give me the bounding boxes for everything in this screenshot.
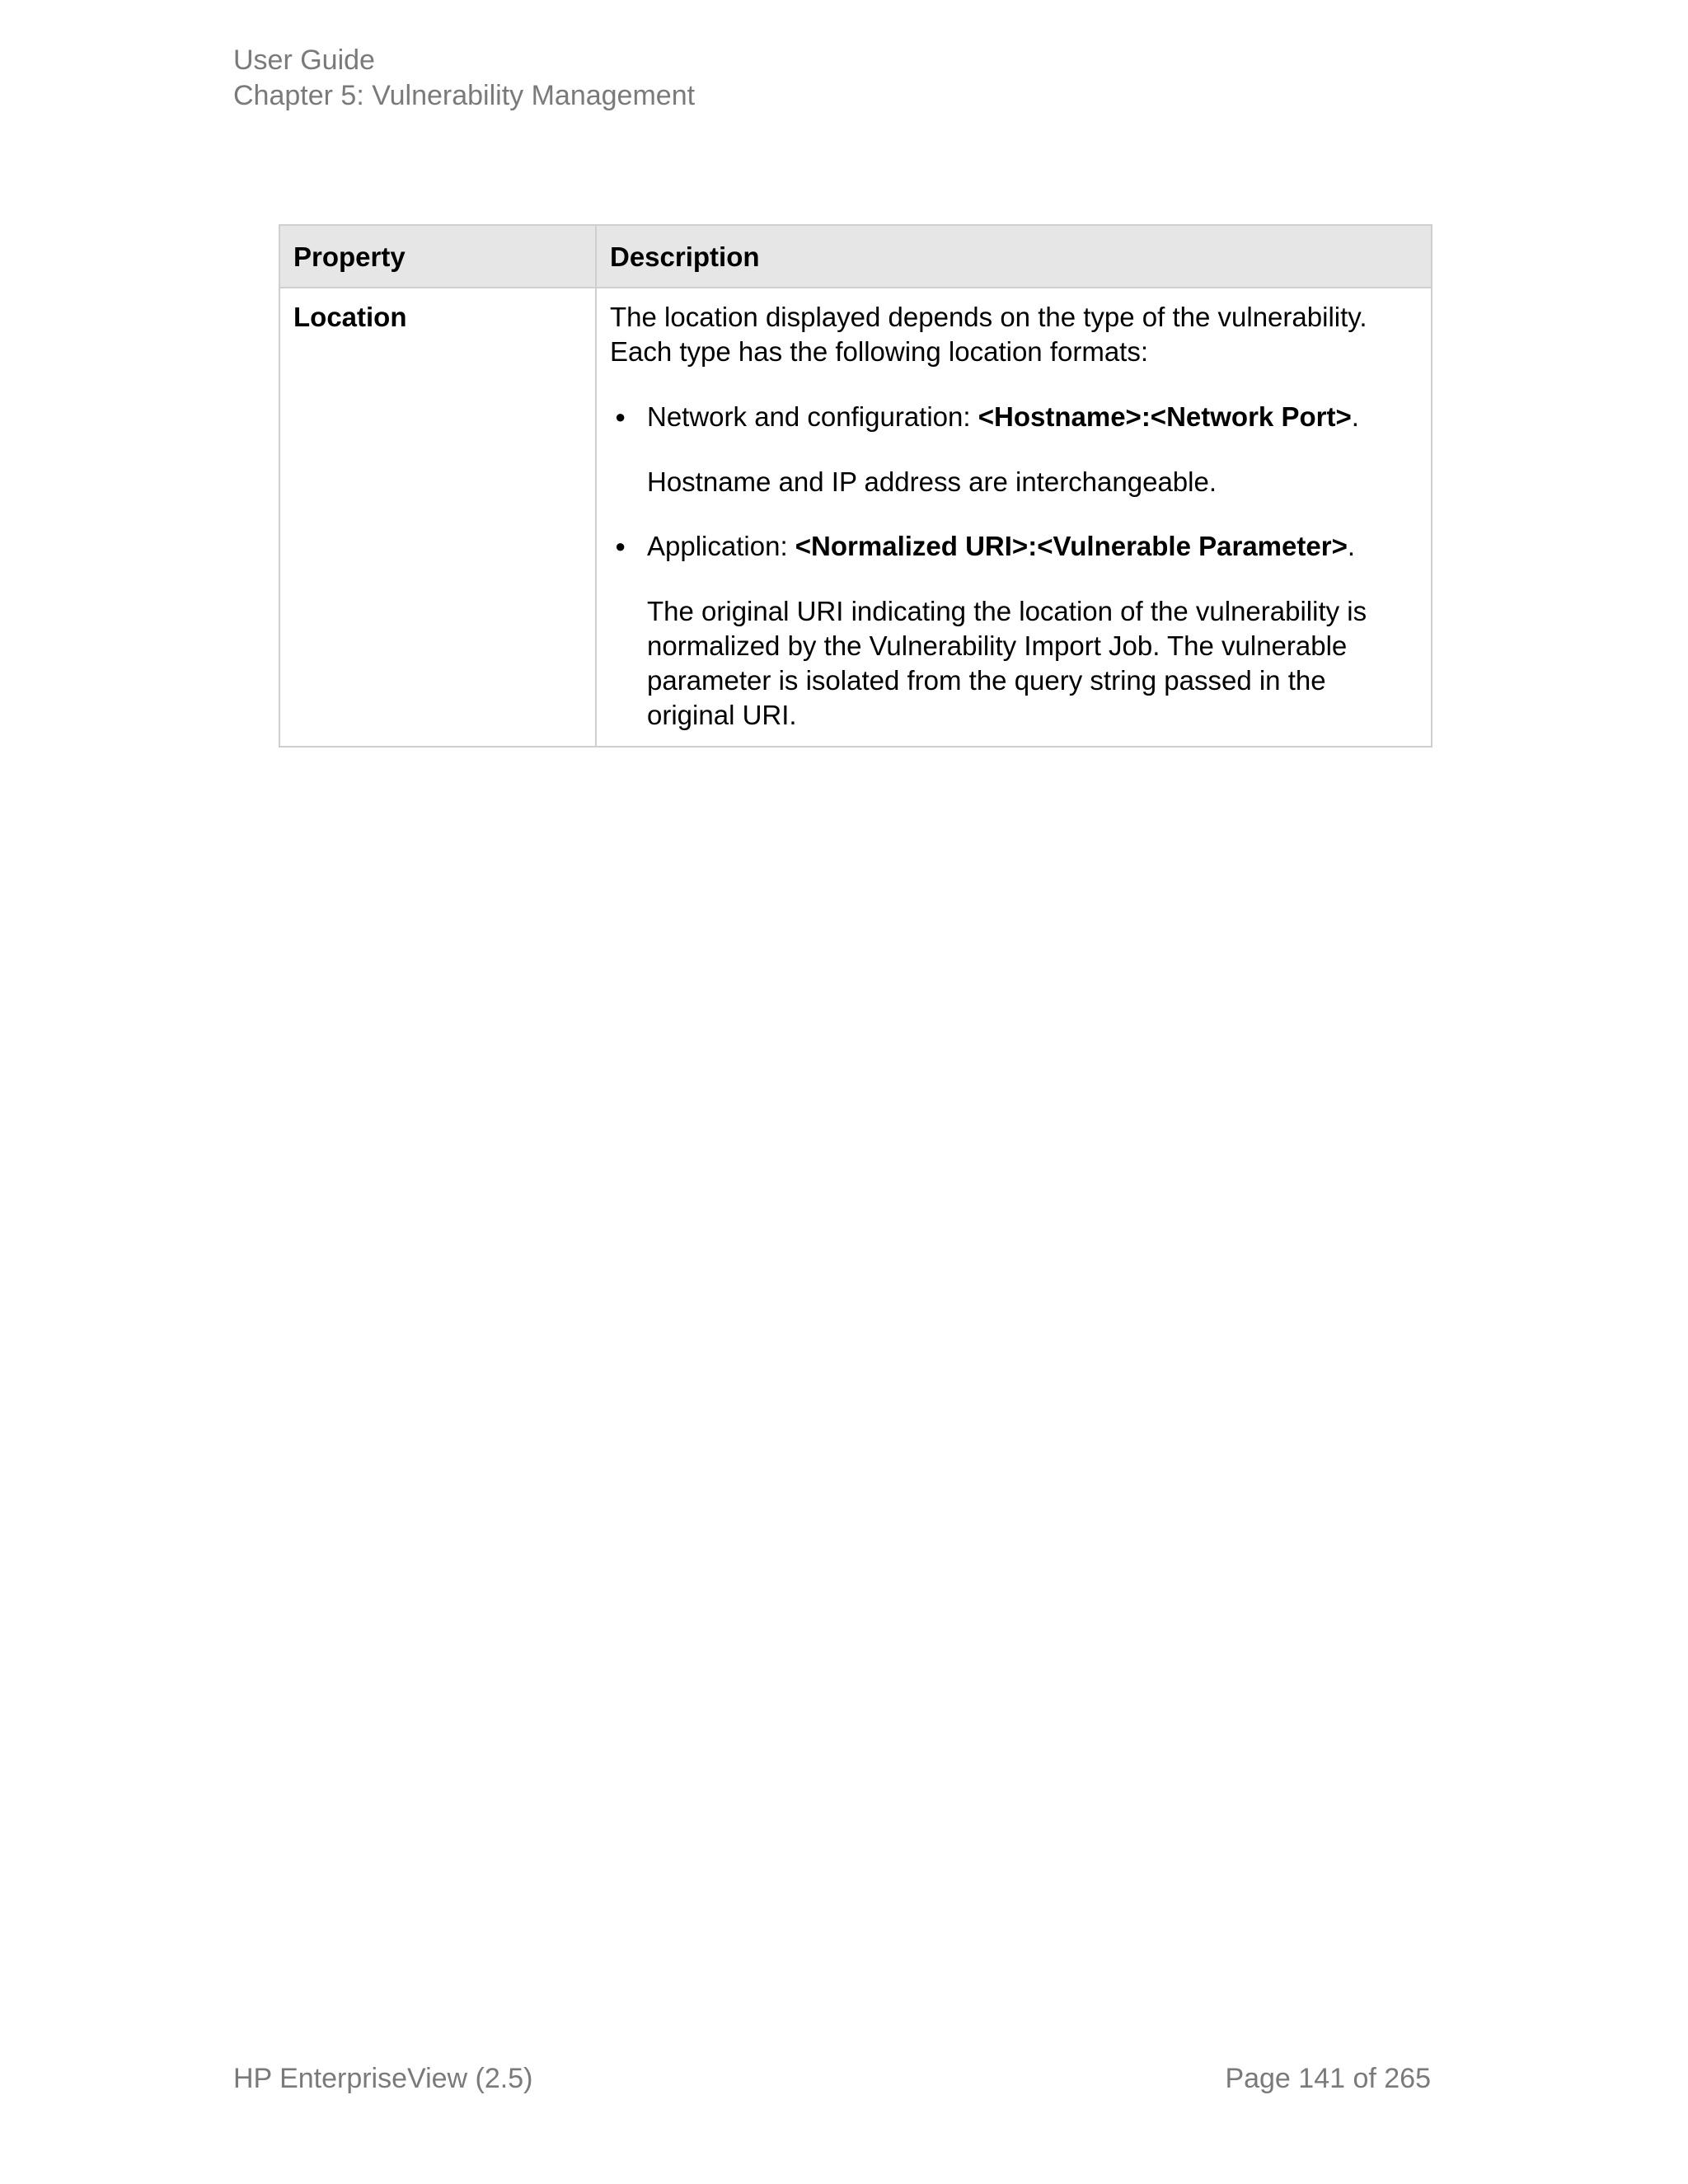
list-item	[610, 400, 1418, 499]
footer-page-number: Page 141 of 265	[1225, 2063, 1431, 2094]
page-header	[233, 43, 695, 114]
table-row	[279, 288, 1432, 747]
format-note: Hostname and IP address are interchangeable.	[647, 466, 1217, 497]
property-name-cell: Location	[279, 288, 596, 747]
format-label: Network and configuration:	[647, 401, 978, 432]
format-note: The original URI indicating the location of the vulnerability is normalized by the Vulnerability Import Job. The vulnerable parameter is isolated from the query string passed in the original URI.	[647, 596, 1367, 730]
description-intro: The location displayed depends on the type of the vulnerability. Each type has the following location formats:	[610, 302, 1367, 367]
format-pattern: <Hostname>:<Network Port>	[978, 401, 1352, 432]
footer-product: HP EnterpriseView (2.5)	[233, 2063, 533, 2094]
column-header-description: Description	[596, 225, 1432, 288]
table-header-row	[279, 225, 1432, 288]
format-line	[647, 529, 1418, 564]
list-item	[610, 529, 1418, 733]
bullet-icon: ●	[615, 536, 626, 556]
format-pattern: <Normalized URI>:<Vulnerable Parameter>	[795, 531, 1348, 561]
document-title: User Guide	[233, 45, 375, 76]
format-suffix: .	[1351, 401, 1359, 432]
property-table	[279, 224, 1432, 748]
format-suffix: .	[1347, 531, 1356, 561]
location-format-list	[610, 400, 1418, 733]
bullet-icon: ●	[615, 406, 626, 427]
chapter-title: Chapter 5: Vulnerability Management	[233, 80, 696, 111]
description-cell	[596, 288, 1432, 747]
format-line	[647, 400, 1418, 434]
column-header-property: Property	[279, 225, 596, 288]
format-label: Application:	[647, 531, 795, 561]
